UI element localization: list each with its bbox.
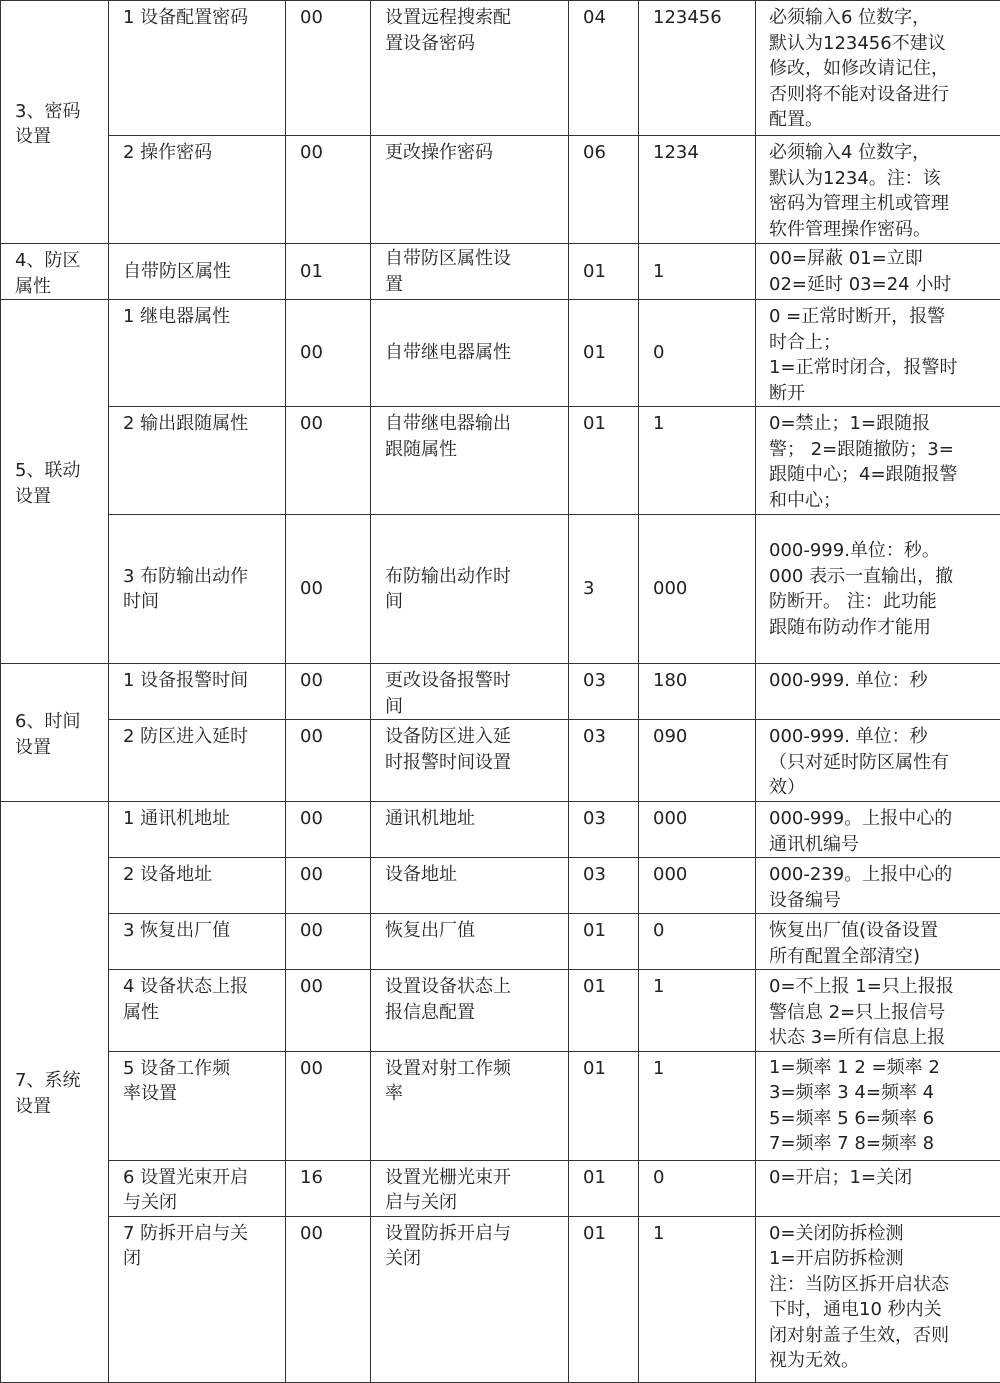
cell-desc: 设备地址 — [371, 858, 569, 914]
cell-len: 01 — [569, 300, 639, 407]
cell-note: 1=频率 1 2 =频率 2 3=频率 3 4=频率 4 5=频率 5 6=频率 6 7=频率 7 8=频率 8 — [756, 1051, 1000, 1160]
group-label: 6、时间 设置 — [1, 664, 109, 802]
cell-item: 1 设备配置密码 — [109, 1, 286, 136]
cell-default: 1234 — [639, 136, 756, 244]
cell-default: 000 — [639, 858, 756, 914]
cell-len: 01 — [569, 1160, 639, 1216]
cell-note: 000-999. 单位：秒 （只对延时防区属性有 效） — [756, 720, 1000, 802]
cell-desc: 布防输出动作时 间 — [371, 515, 569, 664]
cell-code: 00 — [286, 515, 371, 664]
cell-item: 2 输出跟随属性 — [109, 407, 286, 515]
table-row — [1, 244, 1000, 300]
cell-len: 01 — [569, 970, 639, 1052]
cell-len: 3 — [569, 515, 639, 664]
cell-code: 00 — [286, 914, 371, 970]
cell-default: 1 — [639, 1051, 756, 1160]
cell-len: 03 — [569, 858, 639, 914]
cell-desc: 设备防区进入延 时报警时间设置 — [371, 720, 569, 802]
cell-note: 000-999.单位：秒。 000 表示一直输出，撤 防断开。 注：此功能 跟随布防动作才能用 — [756, 515, 1000, 664]
cell-default: 0 — [639, 1160, 756, 1216]
cell-desc: 设置远程搜索配 置设备密码 — [371, 1, 569, 136]
cell-note: 000-999. 单位：秒 — [756, 664, 1000, 720]
cell-item: 2 设备地址 — [109, 858, 286, 914]
cell-len: 03 — [569, 664, 639, 720]
table-row — [1, 300, 1000, 407]
cell-len: 06 — [569, 136, 639, 244]
cell-item: 5 设备工作频 率设置 — [109, 1051, 286, 1160]
table-row — [1, 802, 1000, 858]
group-label: 3、密码 设置 — [1, 1, 109, 244]
cell-item: 3 恢复出厂值 — [109, 914, 286, 970]
cell-item: 4 设备状态上报 属性 — [109, 970, 286, 1052]
cell-default: 1 — [639, 970, 756, 1052]
cell-default: 180 — [639, 664, 756, 720]
cell-code: 00 — [286, 136, 371, 244]
cell-default: 000 — [639, 802, 756, 858]
cell-item: 1 通讯机地址 — [109, 802, 286, 858]
table-row — [1, 720, 1000, 802]
group-label: 4、防区 属性 — [1, 244, 109, 300]
cell-len: 01 — [569, 914, 639, 970]
group-label: 7、系统 设置 — [1, 802, 109, 1383]
table-row — [1, 664, 1000, 720]
cell-note: 恢复出厂值(设备设置 所有配置全部清空) — [756, 914, 1000, 970]
cell-len: 03 — [569, 802, 639, 858]
cell-desc: 自带防区属性设 置 — [371, 244, 569, 300]
cell-desc: 设置设备状态上 报信息配置 — [371, 970, 569, 1052]
cell-desc: 自带继电器输出 跟随属性 — [371, 407, 569, 515]
cell-len: 01 — [569, 244, 639, 300]
cell-len: 01 — [569, 1051, 639, 1160]
cell-desc: 设置光栅光束开 启与关闭 — [371, 1160, 569, 1216]
cell-desc: 设置对射工作频 率 — [371, 1051, 569, 1160]
cell-len: 01 — [569, 1216, 639, 1382]
cell-item: 7 防拆开启与关 闭 — [109, 1216, 286, 1382]
cell-default: 0 — [639, 300, 756, 407]
cell-code: 16 — [286, 1160, 371, 1216]
cell-default: 000 — [639, 515, 756, 664]
cell-note: 0 =正常时断开，报警 时合上； 1=正常时闭合，报警时 断开 — [756, 300, 1000, 407]
cell-default: 1 — [639, 1216, 756, 1382]
table-row — [1, 1160, 1000, 1216]
cell-code: 00 — [286, 720, 371, 802]
cell-note: 必须输入4 位数字， 默认为1234。注：该 密码为管理主机或管理 软件管理操作密码。 — [756, 136, 1000, 244]
cell-code: 00 — [286, 970, 371, 1052]
cell-code: 00 — [286, 300, 371, 407]
table-row — [1, 407, 1000, 515]
group-label: 5、联动 设置 — [1, 300, 109, 664]
cell-item: 2 防区进入延时 — [109, 720, 286, 802]
cell-item: 3 布防输出动作 时间 — [109, 515, 286, 664]
cell-note: 0=不上报 1=只上报报 警信息 2=只上报信号 状态 3=所有信息上报 — [756, 970, 1000, 1052]
cell-item: 2 操作密码 — [109, 136, 286, 244]
cell-code: 01 — [286, 244, 371, 300]
cell-default: 0 — [639, 914, 756, 970]
cell-desc: 恢复出厂值 — [371, 914, 569, 970]
cell-note: 0=禁止；1=跟随报 警； 2=跟随撤防；3= 跟随中心；4=跟随报警 和中心； — [756, 407, 1000, 515]
cell-note: 00=屏蔽 01=立即 02=延时 03=24 小时 — [756, 244, 1000, 300]
table-row — [1, 515, 1000, 664]
cell-default: 1 — [639, 407, 756, 515]
table-row — [1, 1, 1000, 136]
table-row — [1, 858, 1000, 914]
cell-code: 00 — [286, 407, 371, 515]
cell-desc: 设置防拆开启与 关闭 — [371, 1216, 569, 1382]
cell-len: 01 — [569, 407, 639, 515]
cell-default: 090 — [639, 720, 756, 802]
cell-item: 6 设置光束开启 与关闭 — [109, 1160, 286, 1216]
cell-len: 04 — [569, 1, 639, 136]
cell-desc: 通讯机地址 — [371, 802, 569, 858]
cell-note: 必须输入6 位数字， 默认为123456不建议 修改，如修改请记住， 否则将不能对设备进行 配置。 — [756, 1, 1000, 136]
cell-item: 1 设备报警时间 — [109, 664, 286, 720]
cell-note: 0=开启；1=关闭 — [756, 1160, 1000, 1216]
cell-default: 123456 — [639, 1, 756, 136]
cell-code: 00 — [286, 858, 371, 914]
table-row — [1, 914, 1000, 970]
cell-note: 0=关闭防拆检测 1=开启防拆检测 注：当防区拆开启状态 下时，通电10 秒内关 闭对射盖子生效，否则 视为无效。 — [756, 1216, 1000, 1382]
cell-note: 000-999。上报中心的 通讯机编号 — [756, 802, 1000, 858]
cell-code: 00 — [286, 1051, 371, 1160]
cell-desc: 更改操作密码 — [371, 136, 569, 244]
cell-item: 1 继电器属性 — [109, 300, 286, 407]
cell-code: 00 — [286, 664, 371, 720]
table-row — [1, 136, 1000, 244]
cell-code: 00 — [286, 802, 371, 858]
cell-desc: 自带继电器属性 — [371, 300, 569, 407]
table-row — [1, 1216, 1000, 1382]
cell-len: 03 — [569, 720, 639, 802]
cell-default: 1 — [639, 244, 756, 300]
cell-desc: 更改设备报警时 间 — [371, 664, 569, 720]
cell-item: 自带防区属性 — [109, 244, 286, 300]
table-row — [1, 1051, 1000, 1160]
cell-note: 000-239。上报中心的 设备编号 — [756, 858, 1000, 914]
cell-code: 00 — [286, 1216, 371, 1382]
table-row — [1, 970, 1000, 1052]
cell-code: 00 — [286, 1, 371, 136]
